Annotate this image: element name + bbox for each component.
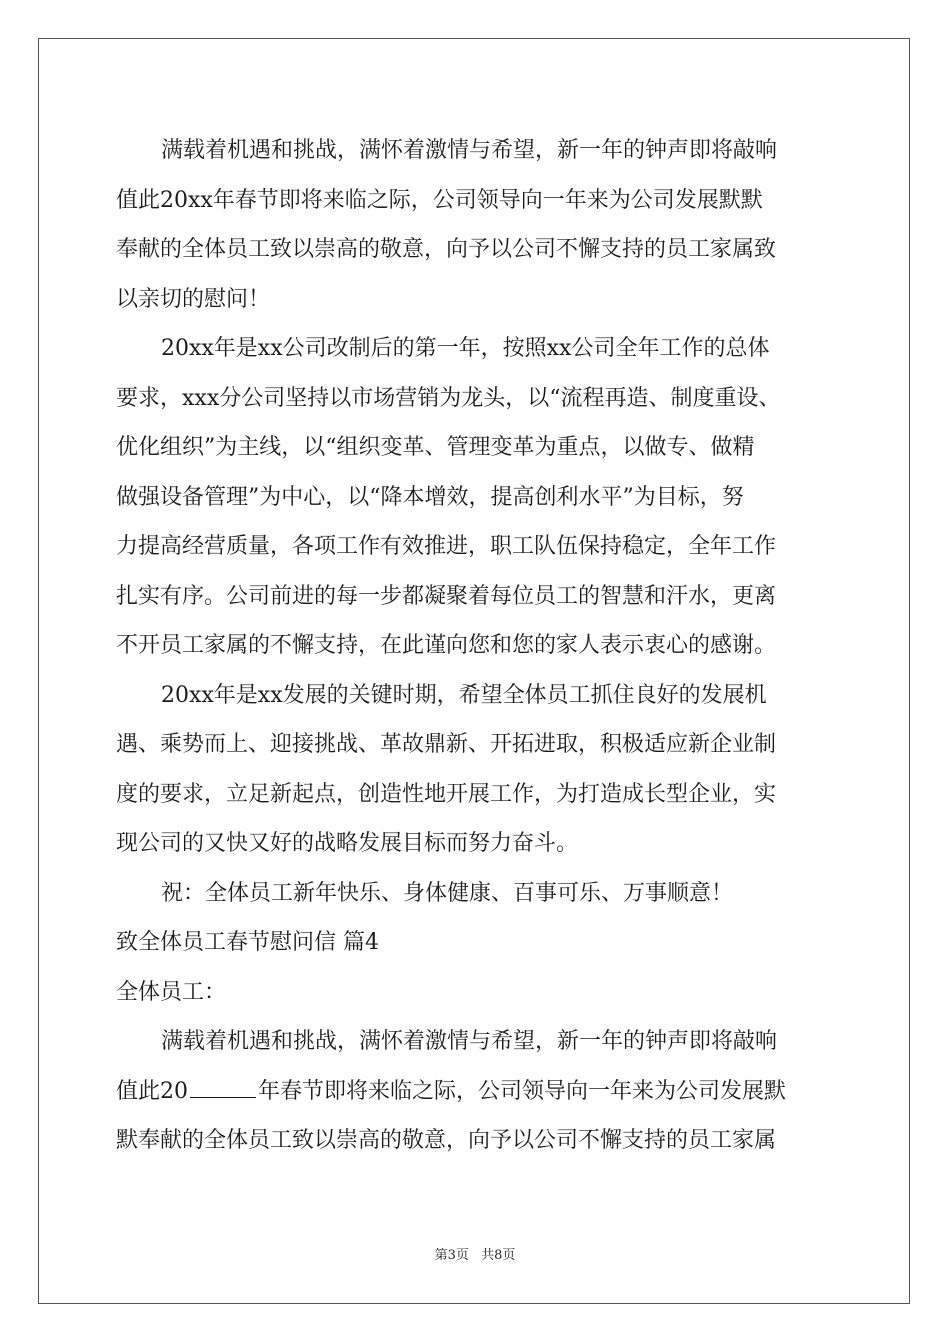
text-line: 全体员工： bbox=[116, 979, 227, 1005]
text-line: 不开员工家属的不懈支持，在此谨向您和您的家人表示衷心的感谢。 bbox=[116, 633, 777, 658]
page-number: 第3页 bbox=[434, 1248, 469, 1263]
text-line: 值此20xx年春节即将来临之际，公司领导向一年来为公司发展默默 bbox=[116, 187, 763, 213]
blank-line-before: 值此20 bbox=[116, 1078, 188, 1104]
text-line: 20xx年是xx公司改制后的第一年，按照xx公司全年工作的总体 bbox=[161, 336, 770, 361]
text-line: 遇、乘势而上、迎接挑战、革故鼎新、开拓进取，积极适应新企业制 bbox=[116, 732, 777, 757]
text-line: 满载着机遇和挑战，满怀着激情与希望，新一年的钟声即将敲响 bbox=[161, 1029, 778, 1054]
text-line: 致全体员工春节慰问信 篇4 bbox=[116, 930, 379, 955]
text-line: 奉献的全体员工致以崇高的敬意，向予以公司不懈支持的员工家属致 bbox=[116, 237, 777, 262]
text-line: 祝：全体员工新年快乐、身体健康、百事可乐、万事顺意！ bbox=[161, 880, 734, 906]
text-line: 扎实有序。公司前进的每一步都凝聚着每位员工的智慧和汗水，更离 bbox=[116, 583, 777, 609]
text-line: 要求，xxx分公司坚持以市场营销为龙头，以“流程再造、制度重设、 bbox=[116, 385, 781, 411]
page-total: 共8页 bbox=[481, 1248, 516, 1263]
fill-in-blank bbox=[190, 1083, 256, 1098]
text-line: 以亲切的慰问！ bbox=[116, 286, 271, 312]
text-line: 做强设备管理”为中心，以“降本增效，提高创利水平”为目标，努 bbox=[116, 484, 744, 510]
blank-line-after: 年春节即将来临之际，公司领导向一年来为公司发展默 bbox=[258, 1078, 787, 1104]
text-line: 满载着机遇和挑战，满怀着激情与希望，新一年的钟声即将敲响 bbox=[161, 138, 778, 163]
text-line: 优化组织”为主线，以“组织变革、管理变革为重点，以做专、做精 bbox=[116, 435, 755, 460]
text-line-with-blank bbox=[116, 1067, 838, 1117]
text-line: 力提高经营质量，各项工作有效推进，职工队伍保持稳定，全年工作 bbox=[116, 534, 777, 559]
text-line: 度的要求，立足新起点，创造性地开展工作，为打造成长型企业，实 bbox=[116, 781, 777, 807]
text-line: 现公司的又快又好的战略发展目标而努力奋斗。 bbox=[116, 831, 579, 856]
document-body bbox=[116, 126, 838, 1166]
text-line: 20xx年是xx发展的关键时期，希望全体员工抓住良好的发展机 bbox=[161, 682, 767, 708]
page-footer bbox=[0, 1244, 950, 1263]
text-line: 默奉献的全体员工致以崇高的敬意，向予以公司不懈支持的员工家属 bbox=[116, 1128, 777, 1153]
